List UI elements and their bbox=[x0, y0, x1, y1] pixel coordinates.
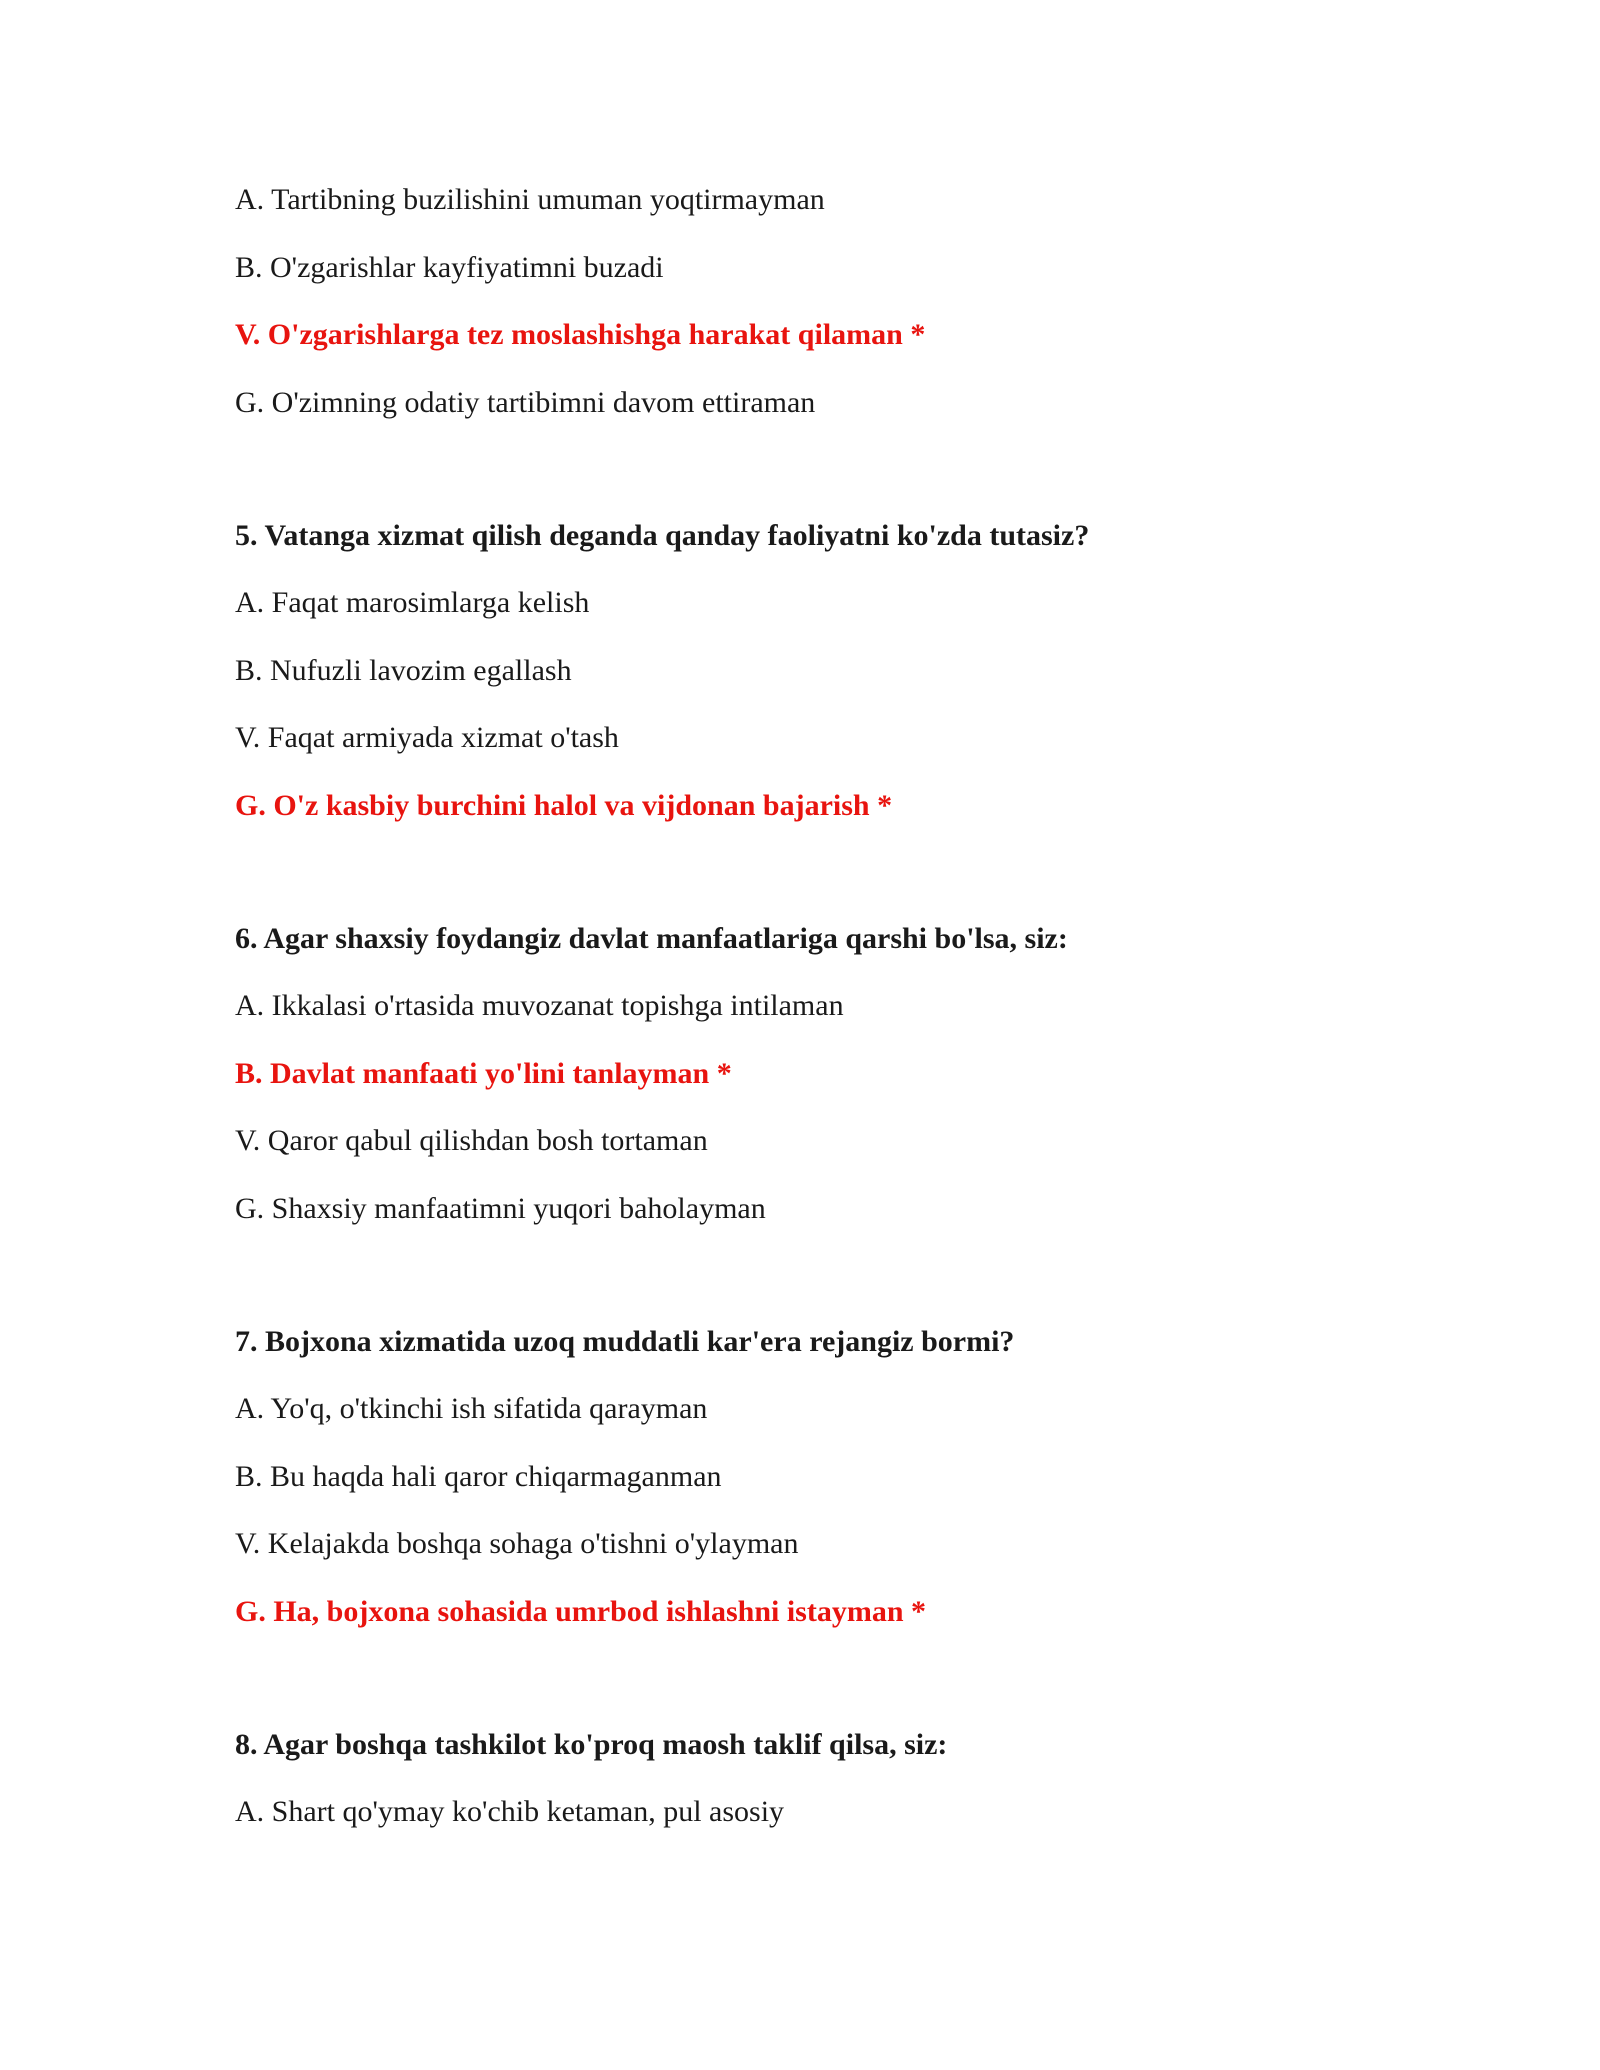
option-b: B. Bu haqda hali qaror chiqarmaganman bbox=[235, 1459, 722, 1493]
option-a: A. Tartibning buzilishini umuman yoqtirmayman bbox=[235, 183, 825, 216]
option-v: V. Faqat armiyada xizmat o'tash bbox=[235, 721, 619, 754]
document-page bbox=[235, 182, 1435, 1862]
option-v: V. Qaror qabul qilishdan bosh tortaman bbox=[235, 1124, 708, 1157]
option-a: A. Shart qo'ymay ko'chib ketaman, pul asosiy bbox=[235, 1795, 785, 1828]
option-g: G. O'zimning odatiy tartibimni davom ettiraman bbox=[235, 385, 816, 419]
question-block-6 bbox=[235, 921, 1435, 1227]
option-a: A. Yo'q, o'tkinchi ish sifatida qarayman bbox=[235, 1392, 708, 1425]
question-block-8 bbox=[235, 1727, 1435, 1831]
question-block-prev bbox=[235, 182, 1435, 421]
option-v: V. Kelajakda boshqa sohaga o'tishni o'ylayman bbox=[235, 1527, 799, 1560]
option-g-correct: G. Ha, bojxona sohasida umrbod ishlashni istayman * bbox=[235, 1594, 927, 1628]
question-block-7 bbox=[235, 1324, 1435, 1630]
question-5-text: 5. Vatanga xizmat qilish deganda qanday faoliyatni ko'zda tutasiz? bbox=[235, 518, 1090, 552]
question-block-5 bbox=[235, 518, 1435, 824]
option-b-correct: B. Davlat manfaati yo'lini tanlayman * bbox=[235, 1056, 732, 1090]
option-a: A. Faqat marosimlarga kelish bbox=[235, 586, 590, 619]
question-7-text: 7. Bojxona xizmatida uzoq muddatli kar'era rejangiz bormi? bbox=[235, 1324, 1015, 1358]
question-8-text: 8. Agar boshqa tashkilot ko'proq maosh taklif qilsa, siz: bbox=[235, 1727, 948, 1761]
option-v-correct: V. O'zgarishlarga tez moslashishga harakat qilaman * bbox=[235, 318, 926, 351]
option-g: G. Shaxsiy manfaatimni yuqori baholayman bbox=[235, 1191, 766, 1225]
option-a: A. Ikkalasi o'rtasida muvozanat topishga intilaman bbox=[235, 989, 844, 1022]
option-b: B. O'zgarishlar kayfiyatimni buzadi bbox=[235, 250, 664, 284]
option-g-correct: G. O'z kasbiy burchini halol va vijdonan bajarish * bbox=[235, 788, 893, 822]
option-b: B. Nufuzli lavozim egallash bbox=[235, 653, 572, 687]
question-6-text: 6. Agar shaxsiy foydangiz davlat manfaatlariga qarshi bo'lsa, siz: bbox=[235, 921, 1068, 955]
